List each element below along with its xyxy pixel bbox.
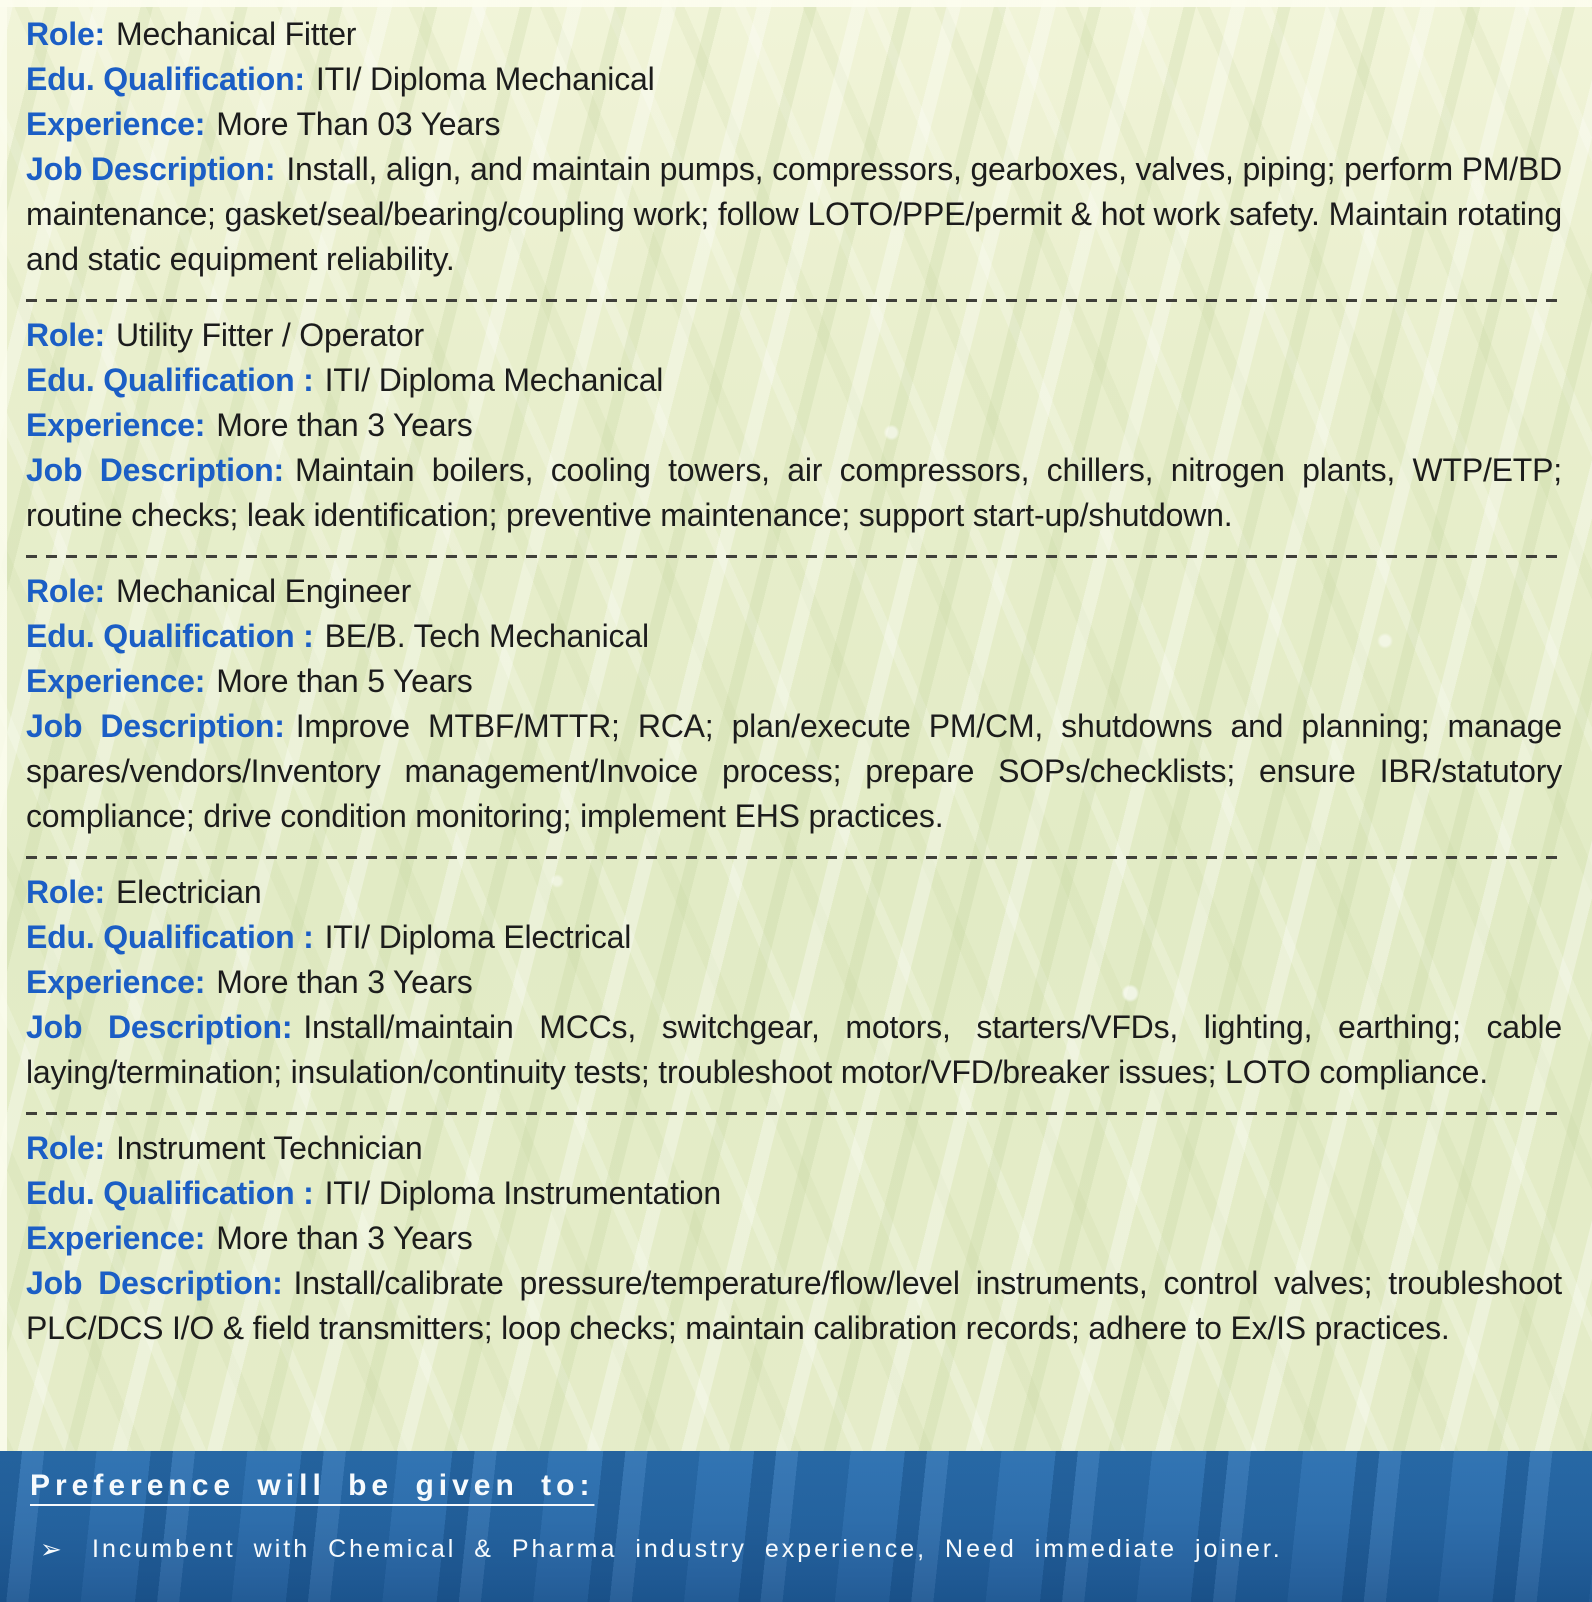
- qualification-value: ITI/ Diploma Mechanical: [315, 61, 655, 97]
- experience-label: Experience:: [26, 407, 206, 443]
- job-description-text: Install/calibrate pressure/temperature/flow/level instruments, control valves; troubleshoot PLC/DCS I/O & field transmitters; loop checks; maintain calibration records; adhere to Ex/IS practices.: [26, 1265, 1562, 1346]
- role-value: Instrument Technician: [116, 1130, 423, 1166]
- job-description-text: Install/maintain MCCs, switchgear, motors, starters/VFDs, lighting, earthing; cable laying/termination; insulation/continuity tests; troubleshoot motor/VFD/breaker issues; LOTO compliance.: [26, 1009, 1562, 1090]
- experience-value: More than 3 Years: [216, 407, 473, 443]
- qualification-label: Edu. Qualification :: [26, 919, 314, 955]
- experience-value: More than 3 Years: [216, 1220, 473, 1256]
- preference-banner: [0, 1451, 1592, 1602]
- section-divider: [26, 856, 1562, 859]
- job-description-text: Maintain boilers, cooling towers, air compressors, chillers, nitrogen plants, WTP/ETP; routine checks; leak identification; preventive maintenance; support start-up/shutdown.: [26, 452, 1562, 533]
- qualification-label: Edu. Qualification:: [26, 61, 305, 97]
- job-description: [26, 147, 1562, 282]
- qualification-value: ITI/ Diploma Mechanical: [324, 362, 664, 398]
- experience-value: More than 5 Years: [216, 663, 473, 699]
- job-description: [26, 1005, 1562, 1095]
- experience-label: Experience:: [26, 106, 206, 142]
- role-line: [26, 569, 1562, 614]
- qualification-value: ITI/ Diploma Instrumentation: [324, 1175, 721, 1211]
- job-description-label: Job Description:: [26, 452, 284, 488]
- job-description-label: Job Description:: [26, 1009, 293, 1045]
- section-divider: [26, 555, 1562, 558]
- role-value: Mechanical Fitter: [116, 16, 357, 52]
- job-description: [26, 1261, 1562, 1351]
- role-section: [26, 313, 1562, 544]
- job-description-label: Job Description:: [26, 1265, 283, 1301]
- qualification-label: Edu. Qualification :: [26, 618, 314, 654]
- role-label: Role:: [26, 317, 106, 353]
- job-description-text: Improve MTBF/MTTR; RCA; plan/execute PM/CM, shutdowns and planning; manage spares/vendors/Inventory management/Invoice process; prepare SOPs/checklists; ensure IBR/statutory compliance; drive condition monitoring; implement EHS practices.: [26, 708, 1562, 834]
- experience-value: More than 3 Years: [216, 964, 473, 1000]
- role-label: Role:: [26, 1130, 106, 1166]
- role-line: [26, 870, 1562, 915]
- role-line: [26, 313, 1562, 358]
- experience-label: Experience:: [26, 663, 206, 699]
- qualification-line: [26, 1171, 1562, 1216]
- job-description: [26, 448, 1562, 538]
- experience-line: [26, 1216, 1562, 1261]
- qualification-line: [26, 358, 1562, 403]
- role-value: Electrician: [116, 874, 262, 910]
- role-label: Role:: [26, 573, 106, 609]
- role-label: Role:: [26, 16, 106, 52]
- experience-line: [26, 960, 1562, 1005]
- job-description-label: Job Description:: [26, 708, 285, 744]
- qualification-line: [26, 614, 1562, 659]
- qualification-label: Edu. Qualification :: [26, 362, 314, 398]
- job-description-text: Install, align, and maintain pumps, compressors, gearboxes, valves, piping; perform PM/BD maintenance; gasket/seal/bearing/coupling work; follow LOTO/PPE/permit & hot work safety. Maintain rotating and static equipment reliability.: [26, 151, 1562, 277]
- qualification-line: [26, 57, 1562, 102]
- role-line: [26, 1126, 1562, 1171]
- qualification-value: BE/B. Tech Mechanical: [324, 618, 649, 654]
- preference-heading: Preference will be given to:: [30, 1469, 595, 1502]
- experience-label: Experience:: [26, 1220, 206, 1256]
- qualification-value: ITI/ Diploma Electrical: [324, 919, 632, 955]
- role-section: [26, 1126, 1562, 1357]
- role-section: [26, 12, 1562, 288]
- experience-value: More Than 03 Years: [216, 106, 501, 142]
- section-divider: [26, 1112, 1562, 1115]
- job-description: [26, 704, 1562, 839]
- preference-bullet: [30, 1533, 1562, 1565]
- preference-bullet-text: Incumbent with Chemical & Pharma industry experience, Need immediate joiner.: [92, 1535, 1283, 1563]
- experience-line: [26, 102, 1562, 147]
- qualification-line: [26, 915, 1562, 960]
- section-divider: [26, 299, 1562, 302]
- experience-line: [26, 403, 1562, 448]
- role-line: [26, 12, 1562, 57]
- role-value: Mechanical Engineer: [116, 573, 412, 609]
- job-description-label: Job Description:: [26, 151, 276, 187]
- experience-label: Experience:: [26, 964, 206, 1000]
- experience-line: [26, 659, 1562, 704]
- role-label: Role:: [26, 874, 106, 910]
- role-section: [26, 870, 1562, 1101]
- role-value: Utility Fitter / Operator: [116, 317, 424, 353]
- role-section: [26, 569, 1562, 845]
- arrow-bullet-icon: ➢: [40, 1534, 62, 1564]
- qualification-label: Edu. Qualification :: [26, 1175, 314, 1211]
